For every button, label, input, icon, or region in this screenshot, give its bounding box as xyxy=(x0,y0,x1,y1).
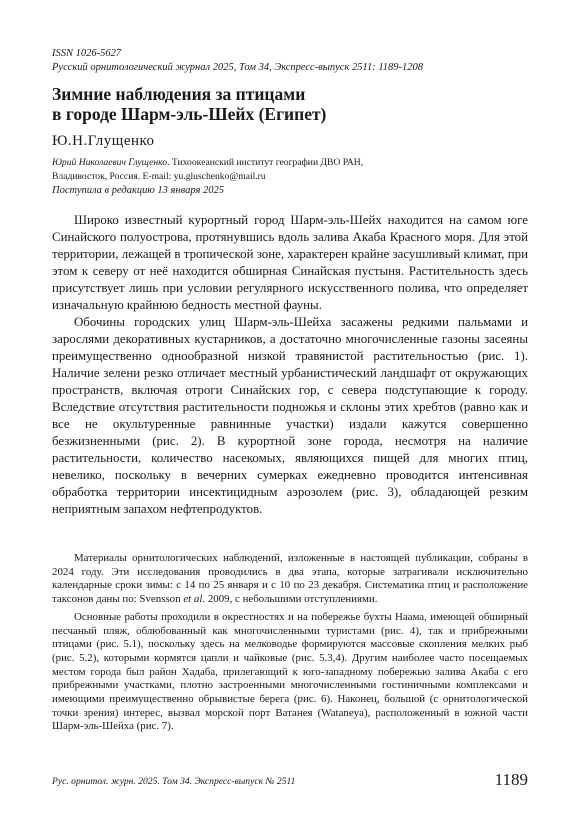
title-line-2: в городе Шарм-эль-Шейх (Египет) xyxy=(52,104,327,124)
small-p1-text-end: . 2009, с небольшими отступлениями. xyxy=(202,593,378,606)
small-p1-text: Материалы орнитологических наблюдений, изложенные в настоящей публикации, собраны в 2024 году. Эти исследования проводились в два этапа, которые затрагивали исключительно календарные сроки зимы: с 14 по 25 января и с 10 по 23 декабря. Систематика птиц и расположение таксонов даны по: Svensson xyxy=(52,552,528,606)
body-paragraph-1: Широко известный курортный город Шарм-эль-Шейх находится на самом юге Синайского полуострова, протянувшись вдоль залива Акаба Красного моря. Для этой территории, лежащей в тропической зоне, характерен крайне засушливый климат, при этом к северу от неё находится обширная Синайская пустыня. Растительность здесь присутствует лишь при условии регулярного искусственного полива, что определяет изначальную крайнюю бедность местной фауны. xyxy=(52,213,528,312)
affiliation-institute: . Тихоокеанский институт географии ДВО РАН, xyxy=(167,157,364,168)
page-number: 1189 xyxy=(494,770,528,789)
main-text xyxy=(52,212,528,518)
journal-header xyxy=(52,47,532,75)
affiliation-address: Владивосток, Россия. E-mail: yu.gluschenko@mail.ru xyxy=(52,170,266,182)
small-p1-etal: et al xyxy=(183,593,203,606)
author-name: Ю.Н.Глущенко xyxy=(52,133,155,149)
small-paragraph-1 xyxy=(52,552,528,607)
footer-journal: Рус. орнитол. журн. 2025. Том 34. Экспресс-выпуск № 2511 xyxy=(52,776,296,787)
small-text xyxy=(52,552,528,738)
author-affiliation xyxy=(52,156,532,183)
article-title xyxy=(52,84,532,124)
received-date: Поступила в редакцию 13 января 2025 xyxy=(52,185,224,196)
page-footer xyxy=(52,770,528,790)
issn: ISSN 1026-5627 xyxy=(52,48,122,59)
body-paragraph-2: Обочины городских улиц Шарм-эль-Шейха засажены редкими пальмами и зарослями декоративных кустарников, а достаточно многочисленные газоны засеяны преимущественно однообразной низкой травянистой растительностью (рис. 1). Наличие зелени резко отличает местный урбанистический ландшафт от окружающих пространств, включая отроги Синайских гор, с севера подступающие к городу. Вследствие отсутствия растительности подножья и склоны этих хребтов (равно как и все не окультуренные равнинные участки) издали кажутся совершенно безжизненными (рис. 2). В курортной зоне города, несмотря на наличие растительности, количество насекомых, являющихся пищей для многих птиц, невелико, поскольку в вечерних сумерках ежедневно проводится интенсивная обработка территории инсектицидным аэрозолем (рис. 3), обладающей резким неприятным запахом нефтепродуктов. xyxy=(52,315,528,516)
affiliation-name: Юрий Николаевич Глущенко xyxy=(52,157,168,168)
journal-line: Русский орнитологический журнал 2025, Том 34, Экспресс-выпуск 2511: 1189-1208 xyxy=(52,62,424,73)
title-line-1: Зимние наблюдения за птицами xyxy=(52,84,306,104)
small-paragraph-2: Основные работы проходили в окрестностях и на побережье бухты Наама, имеющей обширный песчаный пляж, облюбованный как многочисленными туристами (рис. 4), так и прибрежными птицами (рис. 5.1), поскольку здесь на мелководье формируются массовые скопления мелких рыб (рис. 5.2), которыми кормятся цапли и чайковые (рис. 5.3,4). Другим наиболее часто посещаемых местом города был район Хадаба, прилегающий к юго-западному побережью залива Акаба с его прибрежными участками, плотно застроенными многочисленными гостиничными комплексами и имеющими преимущественно обрывистые берега (рис. 6). Наконец, большой (с орнитологической точки зрения) интерес, вызвал морской порт Ватанея (Watаneya), расположенный в южной части Шарм-эль-Шейха (рис. 7). xyxy=(52,610,528,733)
